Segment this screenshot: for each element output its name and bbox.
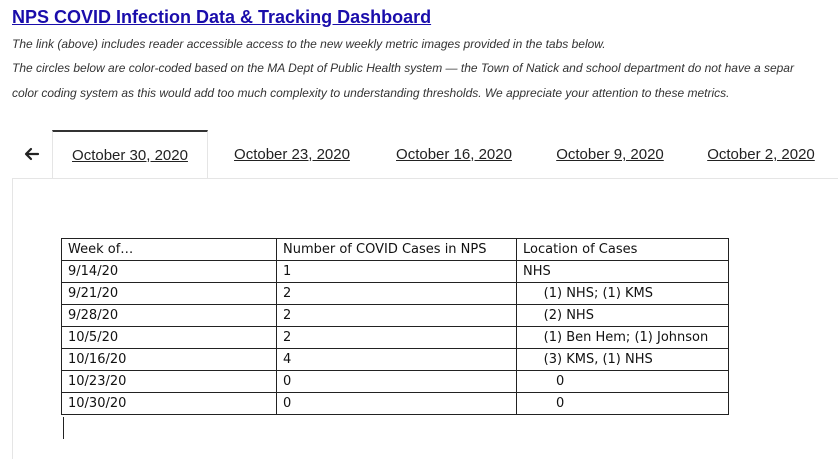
location-cell: (1) Ben Hem; (1) Johnson (517, 327, 729, 349)
tab-october-16-2020[interactable]: October 16, 2020 (396, 145, 512, 163)
location-cell: 0 (517, 393, 729, 415)
tab-october-9-2020[interactable]: October 9, 2020 (556, 145, 664, 163)
location-cell: 0 (517, 371, 729, 393)
location-cell: (2) NHS (517, 305, 729, 327)
text-cursor (63, 417, 64, 439)
table-header-row (62, 239, 729, 261)
week-cell: 10/23/20 (62, 371, 277, 393)
location-cell: (3) KMS, (1) NHS (517, 349, 729, 371)
table-row (62, 371, 729, 393)
week-cell: 10/16/20 (62, 349, 277, 371)
count-cell: 0 (277, 371, 517, 393)
count-cell: 1 (277, 261, 517, 283)
count-cell: 2 (277, 305, 517, 327)
count-cell: 2 (277, 327, 517, 349)
table-row (62, 305, 729, 327)
table-row (62, 261, 729, 283)
count-cell: 4 (277, 349, 517, 371)
header-location-of-cases: Location of Cases (517, 239, 729, 261)
dashboard-link[interactable]: NPS COVID Infection Data & Tracking Dashboard (12, 7, 432, 27)
table-row (62, 283, 729, 305)
tab-october-23-2020[interactable]: October 23, 2020 (234, 145, 350, 163)
week-cell: 9/14/20 (62, 261, 277, 283)
intro-text-line-3: color coding system as this would add too much complexity to understanding thresholds. We appreciate your attention to these metrics. (12, 86, 730, 100)
tab-october-30-2020[interactable]: October 30, 2020 (52, 130, 208, 178)
week-cell: 10/5/20 (62, 327, 277, 349)
count-cell: 2 (277, 283, 517, 305)
intro-text-line-2: The circles below are color-coded based on the MA Dept of Public Health system — the Town of Natick and school department do not have a separ (12, 61, 794, 75)
table-row (62, 393, 729, 415)
tab-october-2-2020[interactable]: October 2, 2020 (707, 145, 815, 163)
covid-cases-table (61, 238, 729, 415)
location-cell: NHS (517, 261, 729, 283)
header-week-of: Week of… (62, 239, 277, 261)
table-row (62, 349, 729, 371)
week-cell: 9/28/20 (62, 305, 277, 327)
header-number-of-cases: Number of COVID Cases in NPS (277, 239, 517, 261)
table-row (62, 327, 729, 349)
count-cell: 0 (277, 393, 517, 415)
intro-text-line-1: The link (above) includes reader accessible access to the new weekly metric images provided in the tabs below. (12, 37, 606, 51)
arrow-left-icon[interactable] (22, 144, 42, 164)
week-cell: 9/21/20 (62, 283, 277, 305)
location-cell: (1) NHS; (1) KMS (517, 283, 729, 305)
week-cell: 10/30/20 (62, 393, 277, 415)
date-tabs (0, 130, 838, 178)
